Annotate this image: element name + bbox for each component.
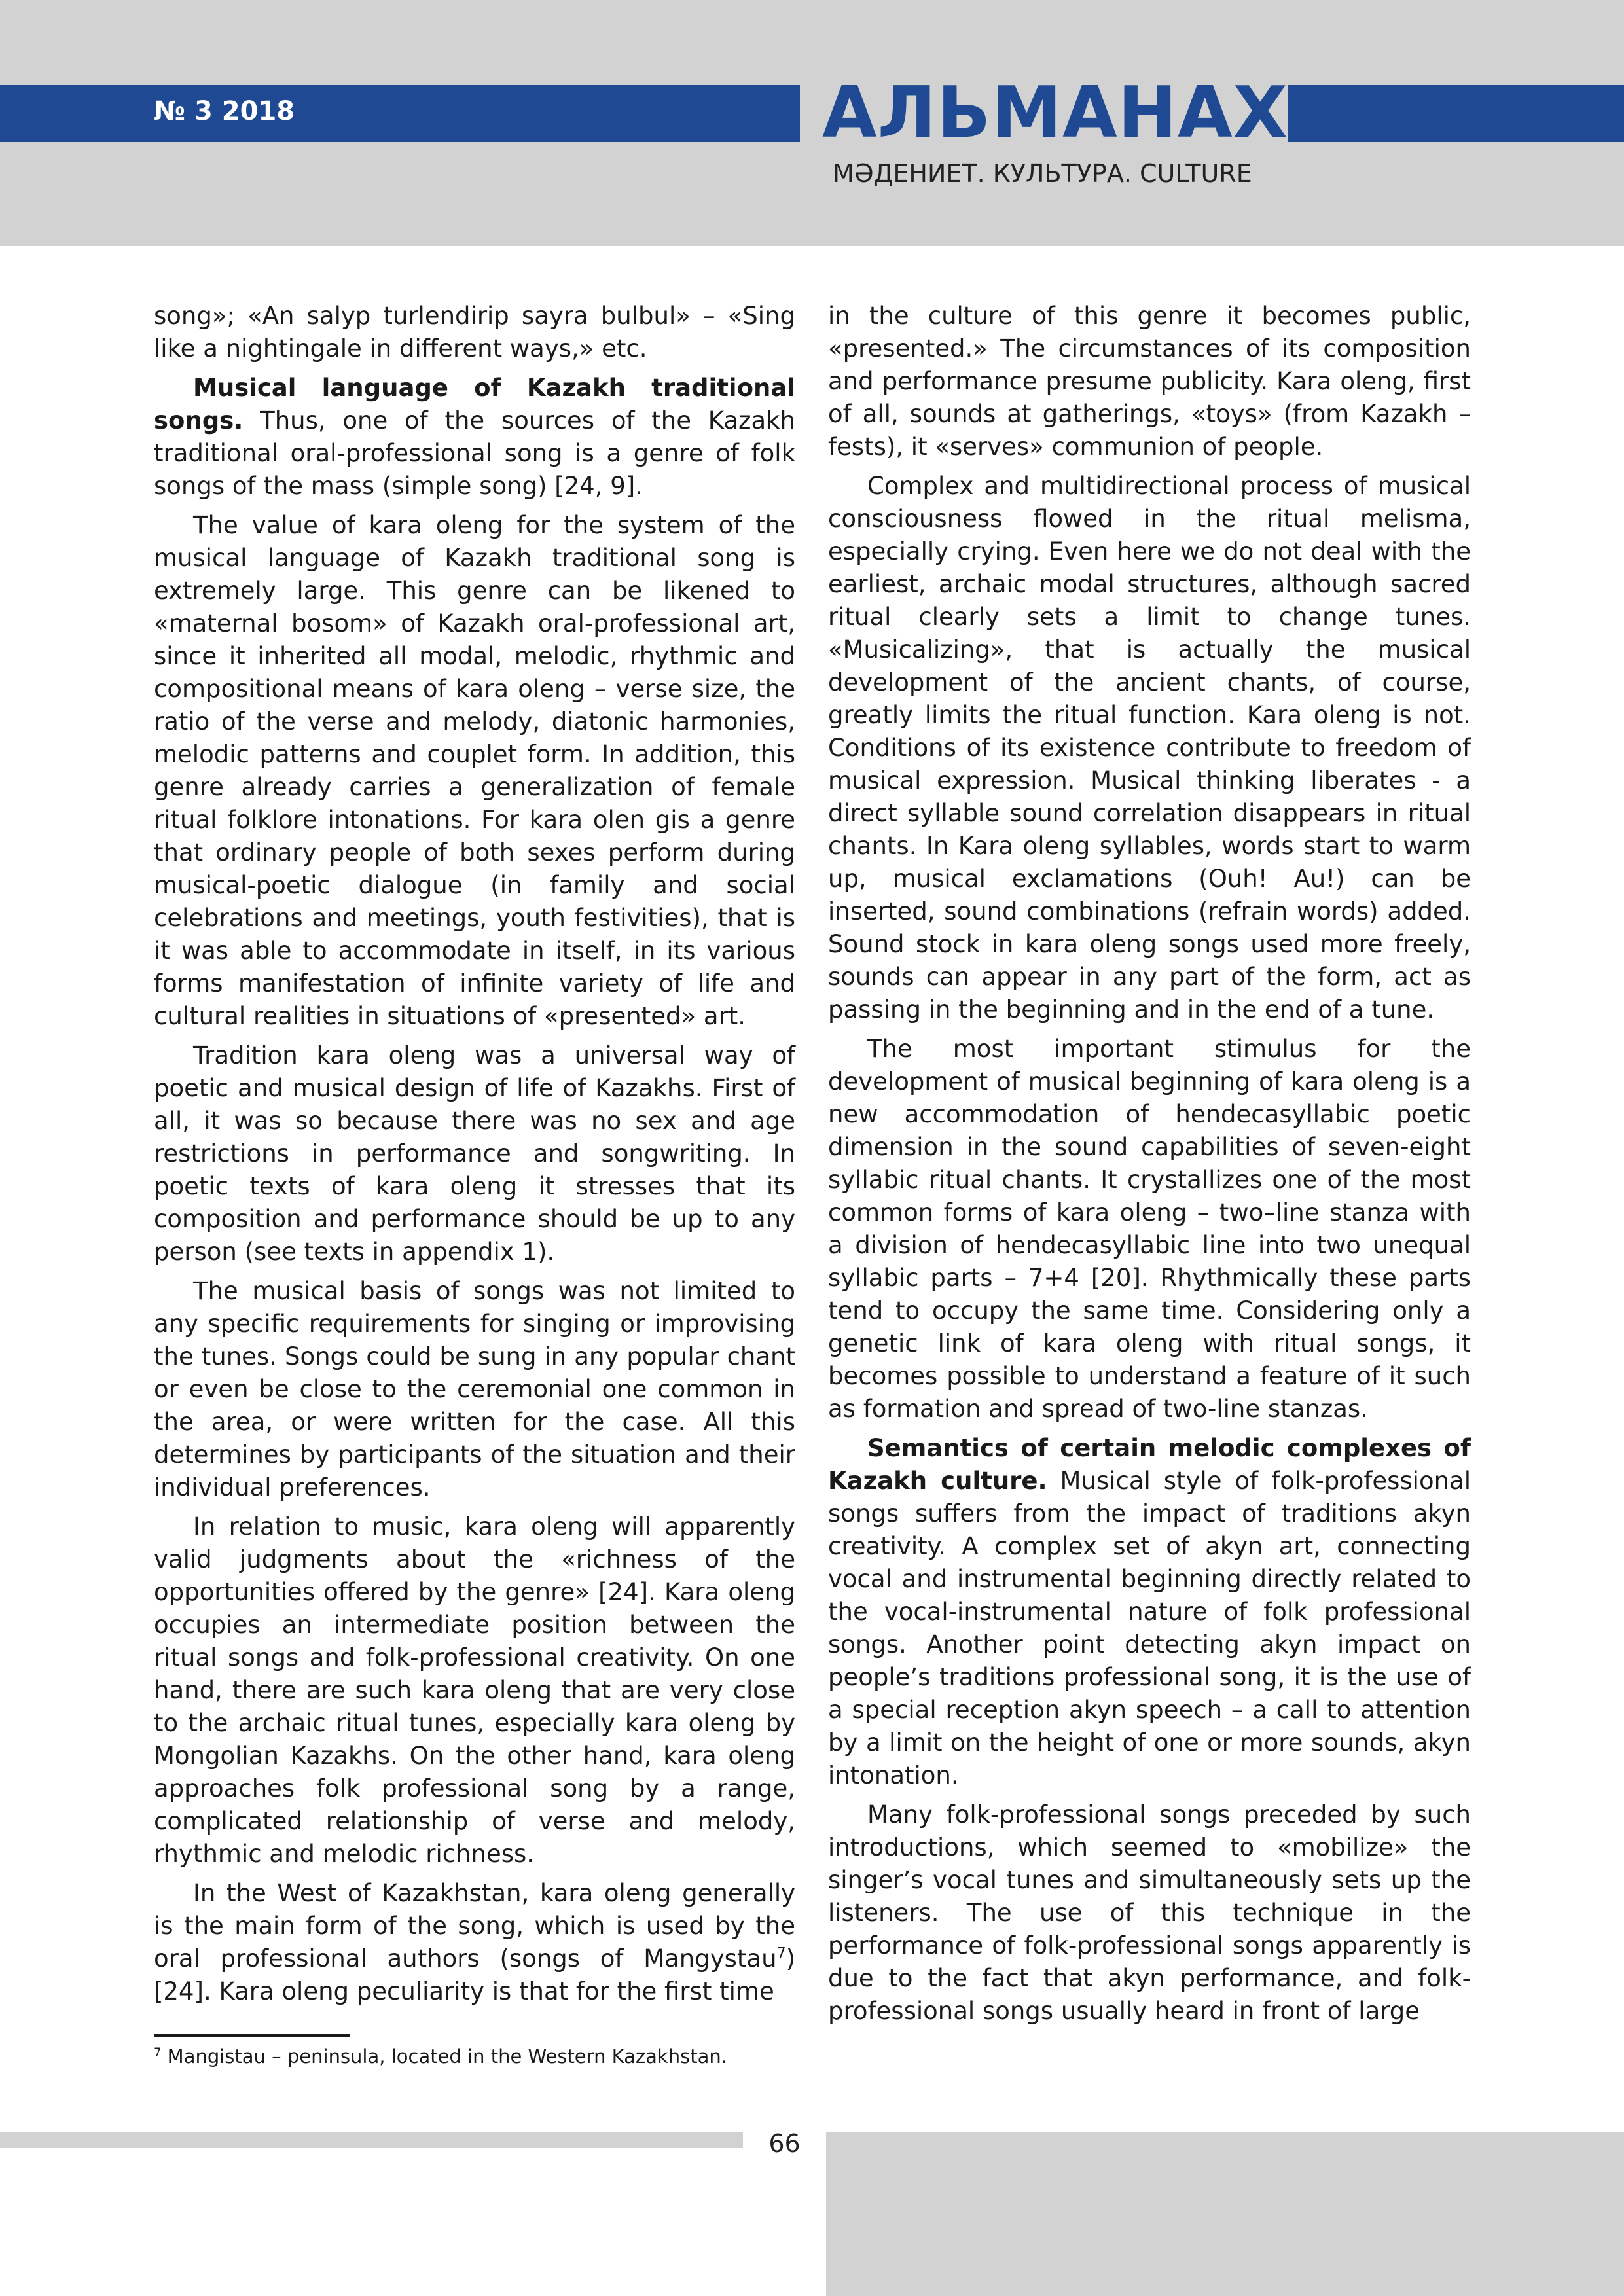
journal-subtitle: МӘДЕНИЕТ. КУЛЬТУРА. CULTURE [833,159,1252,188]
right-column [828,300,1471,2034]
paragraph: In relation to music, kara oleng will apparently valid judgments about the «richness of the opportunities offered by the genre» [24]. Kara oleng occupies an intermediate position between the ritual songs and folk-professional creativity. On one hand, there are such kara oleng that are very close to the archaic ritual tunes, especially kara oleng by Mongolian Kazakhs. On the other hand, kara oleng approaches folk professional song by a range, complicated relationship of verse and melody, rhythmic and melodic richness. [154,1513,795,1868]
paragraph: The musical basis of songs was not limited to any specific requirements for singing or improvising the tunes. Songs could be sung in any popular chant or even be close to the ceremonial one common in the area, or were written for the case. All this determines by participants of the situation and their individual preferences. [154,1277,795,1501]
footnote [154,2043,795,2070]
journal-title: АЛЬМАНАХ [822,72,1288,154]
issue-number: № 3 2018 [154,96,295,126]
footnote-text: Mangistau – peninsula, located in the Western Kazakhstan. [161,2045,727,2068]
paragraph [828,1432,1471,1792]
left-column [154,300,795,2015]
paragraph-text: ) [24]. Kara oleng peculiarity is that for the first time [154,1945,795,2005]
header-band-left [0,85,800,142]
paragraph [154,372,795,503]
footer-bar-left [0,2132,743,2148]
section-heading: Semantics of certain melodic complexes of Kazakh culture. [828,1434,1471,1495]
paragraph: Tradition kara oleng was a universal way of poetic and musical design of life of Kazakhs. First of all, it was so because there was no sex and age restrictions in performance and songwriting. In poetic texts of kara oleng it stresses that its composition and performance should be up to any person (see texts in appendix 1). [154,1041,795,1266]
paragraph: The most important stimulus for the development of musical beginning of kara oleng is a new accommodation of hendecasyllabic poetic dimension in the sound capabilities of seven-eight syllabic ritual chants. It crystallizes one of the most common forms of kara oleng – two–line stanza with a division of hendecasyllabic line into two unequal syllabic parts – 7+4 [20]. Rhythmically these parts tend to occupy the same time. Considering only a genetic link of kara oleng with ritual songs, it becomes possible to understand a feature of it such as formation and spread of two-line stanzas. [828,1035,1471,1423]
paragraph: Complex and multidirectional process of musical consciousness flowed in the ritual melisma, especially crying. Even here we do not deal with the earliest, archaic modal structures, although sacred ritual clearly sets a limit to change tunes. «Musicalizing», that is actually the musical development of the ancient chants, of course, greatly limits the ritual function. Kara oleng is not. Conditions of its existence contribute to freedom of musical expression. Musical thinking liberates - a direct syllable sound correlation disappears in ritual chants. In Kara oleng syllables, words start to warm up, musical exclamations (Ouh! Au!) can be inserted, sound combinations (refrain words) added. Sound stock in kara oleng songs used more freely, sounds can appear in any part of the form, act as passing in the beginning and in the end of a tune. [828,472,1471,1024]
paragraph: The value of kara oleng for the system of the musical language of Kazakh traditional song is extremely large. This genre can be likened to «maternal bosom» of Kazakh oral-professional art, since it inherited all modal, melodic, rhythmic and compositional means of kara oleng – verse size, the ratio of the verse and melody, diatonic harmonies, melodic patterns and couplet form. In addition, this genre already carries a generalization of female ritual folklore intonations. For kara olen gis a genre that ordinary people of both sexes perform during musical-poetic dialogue (in family and social celebrations and meetings, youth festivities), that is it was able to accommodate in itself, in its various forms manifestation of infinite variety of life and cultural realities in situations of «presented» art. [154,511,795,1030]
paragraph-text: Thus, one of the sources of the Kazakh traditional oral-professional song is a genre of folk songs of the mass (simple song) [24, 9]. [154,406,795,500]
footnote-divider [154,2034,350,2037]
page-number: 66 [768,2129,801,2158]
paragraph [154,1877,795,2008]
paragraph-text: In the West of Kazakhstan, kara oleng generally is the main form of the song, which is used by the oral professional authors (songs of Mangystau [154,1879,795,1973]
header-band-right [1288,85,1624,142]
footnote-ref: 7 [776,1945,786,1962]
footer-bar-right [826,2132,1624,2296]
section-heading: Musical language of Kazakh traditional songs. [154,374,795,435]
paragraph: in the culture of this genre it becomes public, «presented.» The circumstances of its composition and performance presume publicity. Kara oleng, first of all, sounds at gatherings, «toys» (from Kazakh – fests), it «serves» communion of people. [828,302,1471,461]
footnote-marker: 7 [154,2045,162,2060]
paragraph: song»; «An salyp turlendirip sayra bulbul» – «Sing like a nightingale in different ways,» etc. [154,302,795,363]
paragraph-text: Musical style of folk-professional songs suffers from the impact of traditions akyn creativity. A complex set of akyn art, connecting vocal and instrumental beginning directly related to the vocal-instrumental nature of folk professional songs. Another point detecting akyn impact on people’s traditions professional song, it is the use of a special reception akyn speech – a call to attention by a limit on the height of one or more sounds, akyn intonation. [828,1467,1471,1789]
paragraph: Many folk-professional songs preceded by such introductions, which seemed to «mobilize» the singer’s vocal tunes and simultaneously sets up the listeners. The use of this technique in the performance of folk-professional songs apparently is due to the fact that akyn performance, and folk-professional songs usually heard in front of large [828,1801,1471,2025]
